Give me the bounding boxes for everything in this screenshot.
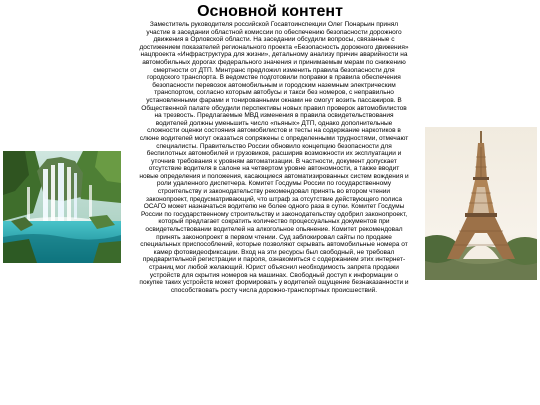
waterfall-photo bbox=[3, 151, 121, 263]
page-title: Основной контент bbox=[197, 3, 343, 20]
waterfall-image bbox=[3, 151, 121, 263]
eiffel-tower-photo bbox=[425, 127, 537, 280]
eiffel-tower-image bbox=[425, 127, 537, 280]
article-body: Заместитель руководителя российской Госавтоинспекции Олег Понарьин принял участие в заседании областной комиссии по обеспечению безопасности дорожного движения в Орловской области. На заседании обсудили вопросы, связанные с достижением показателей регионального проекта «Безопасность дорожного движения» нацпроекта «Инфраструктура для жизни», детальному анализу причин аварийности на автомобильных дорогах федерального значения и принимаемым мерам по снижению смертности от ДТП. Минтранс предложил изменить правила безопасности для городского транспорта. В ведомстве подготовили поправки в правила обеспечения безопасности перевозок автомобильным и городским наземным электрическим транспортом, согласно которым автобусы и такси без номеров, с неправильно установленными фарами и тонированными окнами не смогут возить пассажиров. В Общественной палате обсудили перспективы новых правил проверок автомобилистов на трезвость. Предлагаемые МВД изменения в правила освидетельствования водителей должны уменьшить число «пьяных» ДТП, однако дополнительные сложности оценки состояния автомобилистов и тесты на содержание наркотиков в слюне водителей могут оказаться сопряжены с определенными трудностями, отмечают специалисты. Правительство России обновило концепцию безопасности для беспилотных автомобилей и грузовиков, расширив возможности их эксплуатации и уточнив требования к уровням автоматизации. В частности, документ допускает отсутствие водителя в салоне на четвертом уровне автономности, а также вводит новые определения и положения, касающиеся автоматизированных систем вождения и роли удаленного диспетчера. Комитет Госдумы России по государственному строительству и законодательству рекомендовал принять во втором чтении законопроект, предусматривающий, что штраф за отсутствие действующего полиса ОСАГО может назначаться водителю не более одного раза в сутки. Комитет Госдумы России по государственному строительству и законодательству одобрил законопроект, который предлагает сократить количество процессуальных документов при освидетельствовании водителей на алкогольное опьянение. Комитет рекомендовал принять законопроект в первом чтении. Суд заблокировал сайты по продаже специальных приспособлений, которые позволяют скрывать автомобильные номера от камер фотовидеофиксации. Вход на эти ресурсы был свободный, не требовал предварительной регистрации и пароля, ознакомиться с содержанием этих интернет-страниц мог любой желающий. Юрист объяснил необходимость запрета продажи устройств для скрытия номеров на машинах. Свободный доступ к информации о покупке таких устройств может формировать у водителей ощущение безнаказанности и способствовать росту числа дорожно-транспортных происшествий. bbox=[139, 21, 409, 294]
